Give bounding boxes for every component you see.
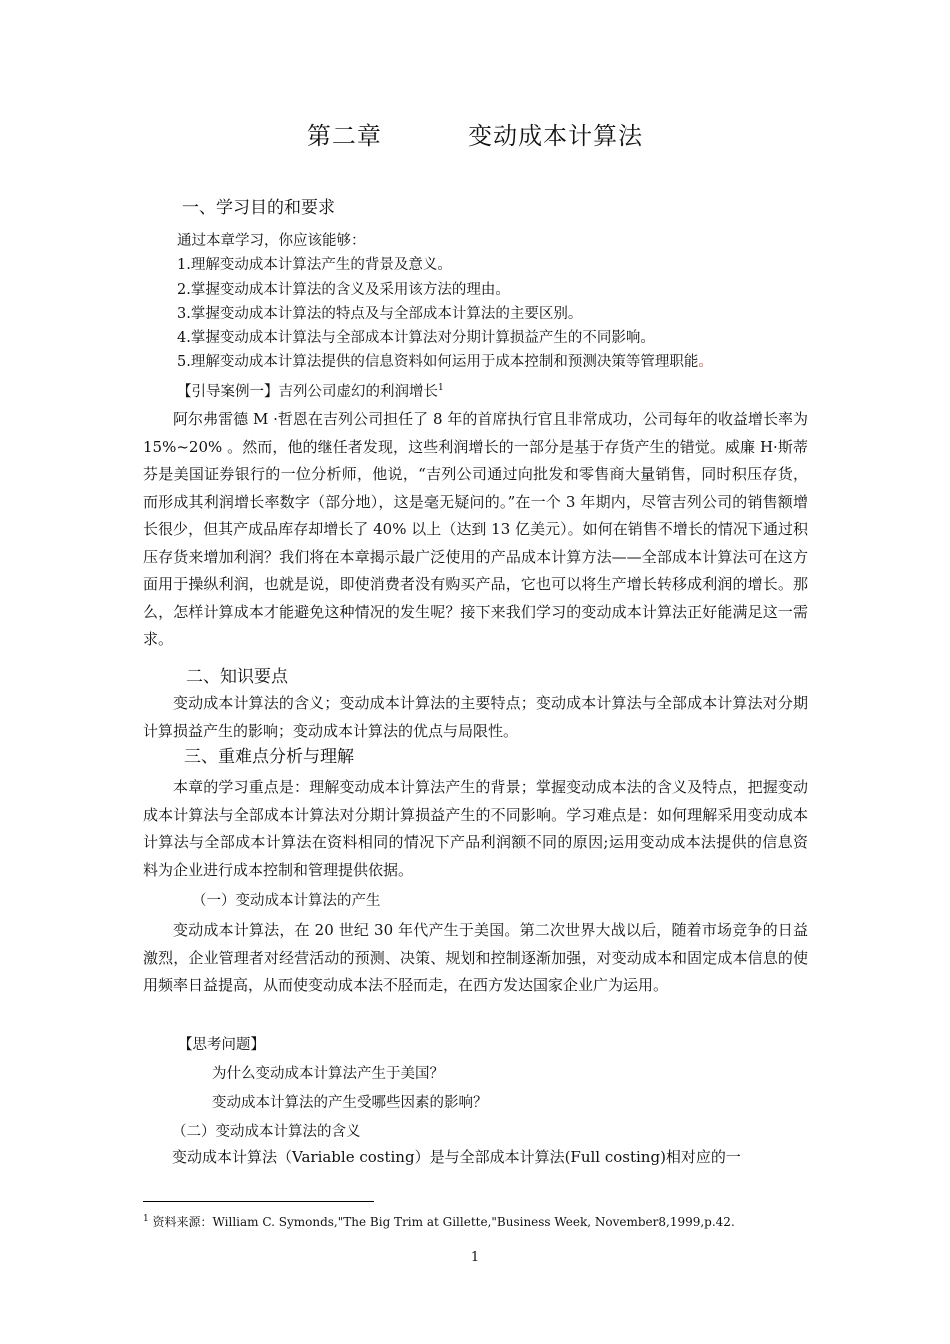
subsection-heading-meaning: （二）变动成本计算法的含义	[172, 1124, 361, 1140]
origin-body: 变动成本计算法，在 20 世纪 30 年代产生于美国。第二次世界大战以后，随着市场竞争的日益激烈，企业管理者对经营活动的预测、决策、规划和控制逐渐加强，对变动成本和固定成本信息的使用频率日益提高，从而使变动成本法不胫而走，在西方发达国家企业广为运用。	[143, 921, 808, 994]
think-question-2: 变动成本计算法的产生受哪些因素的影响？	[212, 1095, 488, 1111]
objective-item-5	[177, 351, 713, 373]
case-title-text: 【引导案例一】吉列公司虚幻的利润增长	[177, 384, 438, 400]
objective-item-1: 1.理解变动成本计算法产生的背景及意义。	[177, 257, 452, 273]
case-body: 阿尔弗雷德 M ·哲恩在吉列公司担任了 8 年的首席执行官且非常成功，公司每年的收益增长率为 15%~20% 。然而，他的继任者发现，这些利润增长的一部分是基于存货产生的错觉。威廉 H·斯蒂芬是美国证券银行的一位分析师，他说，“吉列公司通过向批发和零售商大量销售，同时积压存货，而形成其利润增长率数字（部分地），这是毫无疑问的。”在一个 3 年期内，尽管吉列公司的销售额增长很少，但其产成品库存却增长了 40% 以上（达到 13 亿美元）。如何在销售不增长的情况下通过积压存货来增加利润？我们将在本章揭示最广泛使用的产品成本计算方法——全部成本计算法可在这方面用于操纵利润，也就是说，即使消费者没有购买产品，它也可以将生产增长转移成利润的增长。那么，怎样计算成本才能避免这种情况的发生呢？接下来我们学习的变动成本计算法正好能满足这一需求。	[143, 410, 808, 648]
case-title	[177, 381, 444, 403]
chapter-title: 第二章 变动成本计算法	[306, 122, 644, 150]
objective-item-2: 2.掌握变动成本计算法的含义及采用该方法的理由。	[177, 282, 510, 298]
footnote-text: 资料来源：William C. Symonds,"The Big Trim at Gillette,"Business Week, November8,1999,p.42.	[148, 1215, 735, 1229]
think-heading: 【思考问题】	[178, 1037, 265, 1053]
footnote-separator	[143, 1201, 374, 1202]
think-question-1: 为什么变动成本计算法产生于美国？	[212, 1066, 444, 1082]
page-number: 1	[470, 1250, 480, 1265]
section-heading-objectives: 一、学习目的和要求	[182, 198, 335, 218]
objectives-intro: 通过本章学习，你应该能够：	[177, 233, 366, 249]
objective-item-5-period: 。	[698, 354, 713, 370]
meaning-body: 变动成本计算法（Variable costing）是与全部成本计算法(Full costing)相对应的一	[172, 1148, 741, 1166]
key-points-body: 变动成本计算法的含义；变动成本计算法的主要特点；变动成本计算法与全部成本计算法对分期计算损益产生的影响；变动成本计算法的优点与局限性。	[143, 694, 808, 740]
section-heading-analysis: 三、重难点分析与理解	[184, 747, 354, 767]
objective-item-4: 4.掌握变动成本计算法与全部成本计算法对分期计算损益产生的不同影响。	[177, 330, 655, 346]
subsection-heading-origin: （一）变动成本计算法的产生	[192, 893, 381, 909]
section-heading-key-points: 二、知识要点	[186, 667, 288, 687]
objective-item-3: 3.掌握变动成本计算法的特点及与全部成本计算法的主要区别。	[177, 306, 583, 322]
footnote-mark: 1	[143, 1214, 149, 1224]
analysis-body: 本章的学习重点是：理解变动成本计算法产生的背景；掌握变动成本法的含义及特点，把握变动成本计算法与全部成本计算法对分期计算损益产生的不同影响。学习难点是：如何理解采用变动成本计算法与全部成本计算法在资料相同的情况下产品利润额不同的原因;运用变动成本法提供的信息资料为企业进行成本控制和管理提供依据。	[143, 778, 808, 879]
objective-item-5-text: 5.理解变动成本计算法提供的信息资料如何运用于成本控制和预测决策等管理职能	[177, 354, 699, 370]
footnote-reference: 1	[438, 383, 444, 394]
footnote	[143, 1214, 735, 1230]
